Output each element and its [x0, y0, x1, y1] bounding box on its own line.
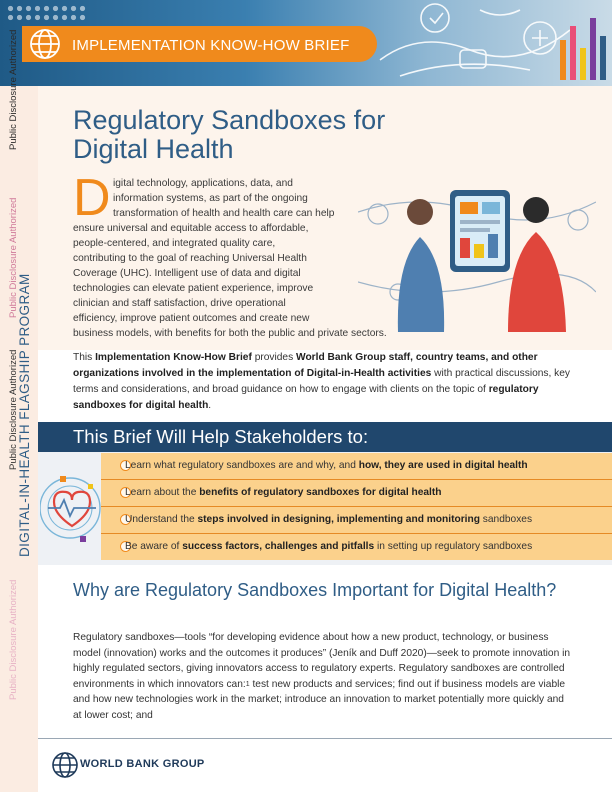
program-label: DIGITAL-IN-HEALTH FLAGSHIP PROGRAM: [17, 273, 32, 557]
text-run: with practical discussions, key terms and considerations, and broad guidance on how to engage with clients on the topic of: [73, 368, 571, 395]
section-paragraph: [73, 630, 573, 723]
stakeholder-item: [101, 534, 612, 560]
intro-line: ensure universal and equitable access to affordable,: [73, 223, 309, 234]
decorative-dots: [6, 4, 86, 22]
stakeholder-item-text: [125, 460, 528, 471]
clinicians-tablet-illustration: [358, 172, 596, 332]
stakeholder-item: [101, 480, 612, 506]
section-heading: Why are Regulatory Sandboxes Important for Digital Health?: [73, 580, 557, 600]
footer-divider: [38, 738, 612, 739]
text-run: .: [208, 400, 212, 411]
bold-run: how, they are used in digital health: [358, 460, 528, 471]
intro-line: information systems, as part of the ongoing: [113, 193, 308, 204]
intro-line: transformation of health and health care can help: [113, 208, 335, 219]
bold-run: success factors, challenges and pitfalls: [182, 541, 375, 552]
intro-line: business models, with benefits for both the public and private sectors.: [73, 328, 387, 339]
digital-heart-icon: [40, 456, 110, 560]
world-bank-logo-icon: [50, 750, 80, 780]
bold-run: Implementation Know-How Brief: [95, 352, 252, 363]
intro-line: Coverage (UHC). Intelligent use of data and digital: [73, 268, 301, 279]
header-decoration-icons: [360, 0, 612, 86]
organization-name: WORLD BANK GROUP: [80, 758, 205, 770]
stakeholder-item: [101, 507, 612, 533]
disclosure-stamp: Public Disclosure Authorized: [8, 579, 19, 700]
disclosure-stamp: Public Disclosure Authorized: [8, 197, 19, 318]
text-run: test new products and services; find out if business models are viable and how new technologies work in the market; introduce an innovation to market potentially more quickly and at lower cost; and: [73, 678, 566, 721]
intro-line: contributing to the goal of reaching Universal Health: [73, 253, 307, 264]
header-banner: [0, 0, 612, 86]
stakeholder-item-text: [125, 514, 532, 525]
brief-description: [73, 350, 573, 414]
text-run: in setting up regulatory sandboxes: [374, 541, 533, 552]
intro-line: clinician and staff satisfaction, drive operational: [73, 298, 286, 309]
intro-line: efficiency, improve patient outcomes and create new: [73, 313, 310, 324]
text-run: Regulatory sandboxes—tools “for developing evidence about how a new product, technology, or business model (innovation) works and the outcomes it produces” (Jeník and Duff 2020)—seek to promote innovation in highly regulated sectors, giving innovators access to regulatory experts. Regulatory sandboxes are controlled environments in which innovators can:: [73, 632, 571, 690]
text-run: Learn what regulatory sandboxes are and why, and: [125, 460, 359, 471]
text-run: This: [73, 352, 96, 363]
text-run: Understand the: [125, 514, 198, 525]
bold-run: steps involved in designing, implementing and monitoring: [197, 514, 480, 525]
intro-line: technologies can elevate patient experience, improve: [73, 283, 314, 294]
bold-run: World Bank Group staff, country teams, and other organizations involved in the implementation of Digital-in-Health activities: [73, 352, 538, 379]
bold-run: benefits of regulatory sandboxes for digital health: [199, 487, 442, 498]
text-run: Be aware of: [125, 541, 183, 552]
brief-type-label: IMPLEMENTATION KNOW-HOW BRIEF: [72, 37, 350, 54]
intro-line: people-centered, and integrated quality care,: [73, 238, 276, 249]
stakeholder-item: [101, 453, 612, 479]
disclosure-stamp: Public Disclosure Authorized: [8, 29, 19, 150]
page-title: Regulatory Sandboxes for Digital Health: [73, 105, 386, 164]
world-bank-globe-icon: [28, 27, 62, 61]
stakeholder-item-text: [125, 541, 532, 552]
stakeholder-item-text: [125, 487, 441, 498]
stakeholders-heading: This Brief Will Help Stakeholders to:: [73, 426, 369, 447]
footnote-marker[interactable]: 1: [245, 680, 250, 688]
text-run: sandboxes: [479, 514, 533, 525]
text-run: provides: [251, 352, 297, 363]
disclosure-stamp: Public Disclosure Authorized: [8, 349, 19, 470]
intro-line: igital technology, applications, data, and: [113, 178, 293, 189]
drop-cap: D: [73, 169, 111, 227]
bold-run: regulatory sandboxes for digital health: [73, 384, 539, 411]
text-run: Learn about the: [125, 487, 200, 498]
